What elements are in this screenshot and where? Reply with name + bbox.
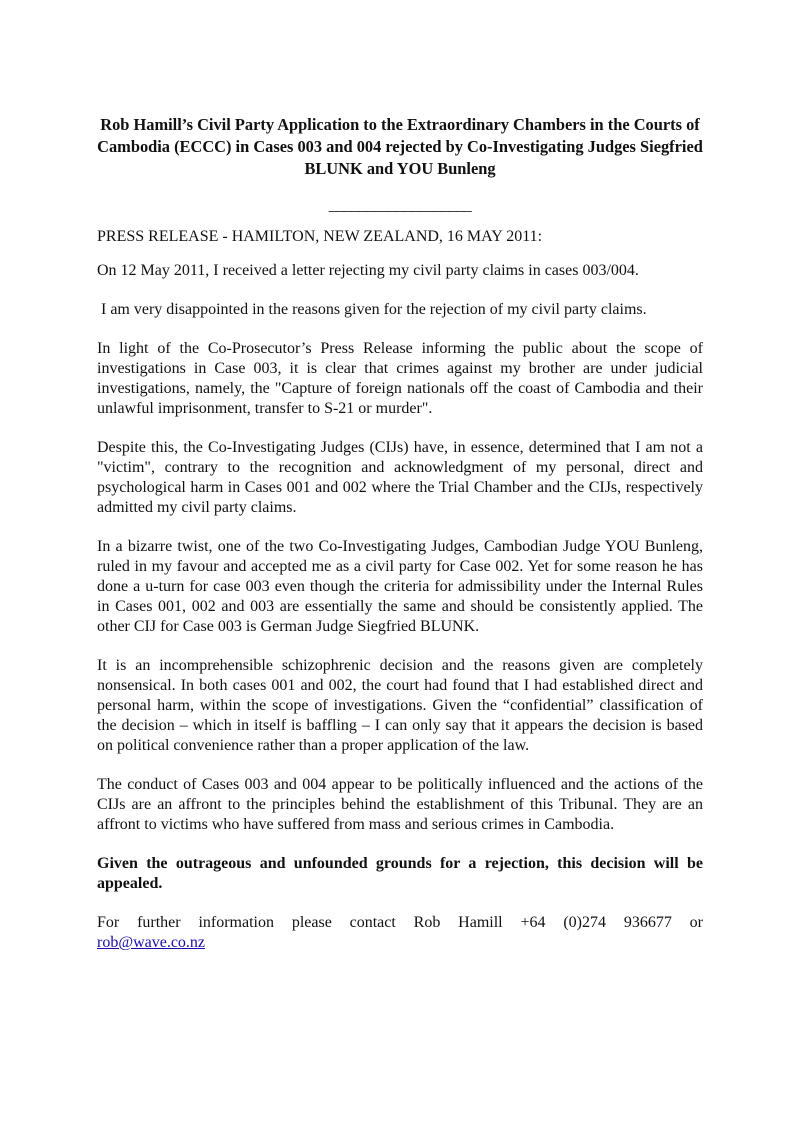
dateline: PRESS RELEASE - HAMILTON, NEW ZEALAND, 16 MAY 2011:: [97, 228, 543, 245]
closing-statement: Given the outrageous and unfounded grounds for a rejection, this decision will be appealed.: [97, 855, 703, 892]
paragraph-not-a-victim: Despite this, the Co-Investigating Judges (CIJs) have, in essence, determined that I am not a "victim", contrary to the recognition and acknowledgment of my personal, direct and psychological harm in Cases 001 and 002 where the Trial Chamber and the CIJs, respectively admitted my civil party claims.: [97, 439, 703, 516]
paragraph-disappointed: I am very disappointed in the reasons given for the rejection of my civil party claims.: [97, 301, 647, 318]
paragraph-received-letter: On 12 May 2011, I received a letter rejecting my civil party claims in cases 003/004.: [97, 262, 639, 279]
press-release-page: [97, 114, 703, 953]
contact-line: For further information please contact Rob Hamill +64 (0)274 936677 or: [97, 914, 703, 931]
paragraph-bizarre-twist: In a bizarre twist, one of the two Co-Investigating Judges, Cambodian Judge YOU Bunleng, ruled in my favour and accepted me as a civil party for Case 002. Yet for some reason he has done a u-turn for case 003 even though the criteria for admissibility under the Internal Rules in Cases 001, 002 and 003 are essentially the same and should be consistently applied. The other CIJ for Case 003 is German Judge Siegfried BLUNK.: [97, 538, 703, 635]
contact-email-link[interactable]: rob@wave.co.nz: [97, 934, 206, 951]
paragraph-scope-of-investigations: In light of the Co-Prosecutor’s Press Release informing the public about the scope of investigations in Case 003, it is clear that crimes against my brother are under judicial investigations, namely, the "Capture of foreign nationals off the coast of Cambodia and their unlawful imprisonment, transfer to S-21 or murder".: [97, 340, 703, 417]
document-title: Rob Hamill’s Civil Party Application to the Extraordinary Chambers in the Courts of Cambodia (ECCC) in Cases 003 and 004 rejected by Co-Investigating Judges Siegfried BLUNK and YOU Bunleng: [97, 115, 703, 178]
title-divider: ___________________: [328, 197, 472, 214]
paragraph-politically-influenced: The conduct of Cases 003 and 004 appear to be politically influenced and the actions of the CIJs are an affront to the principles behind the establishment of this Tribunal. They are an affront to victims who have suffered from mass and serious crimes in Cambodia.: [97, 776, 703, 833]
paragraph-schizophrenic-decision: It is an incomprehensible schizophrenic decision and the reasons given are completely nonsensical. In both cases 001 and 002, the court had found that I had established direct and personal harm, within the scope of investigations. Given the “confidential” classification of the decision – which in itself is baffling – I can only say that it appears the decision is based on political convenience rather than a proper application of the law.: [97, 657, 703, 754]
